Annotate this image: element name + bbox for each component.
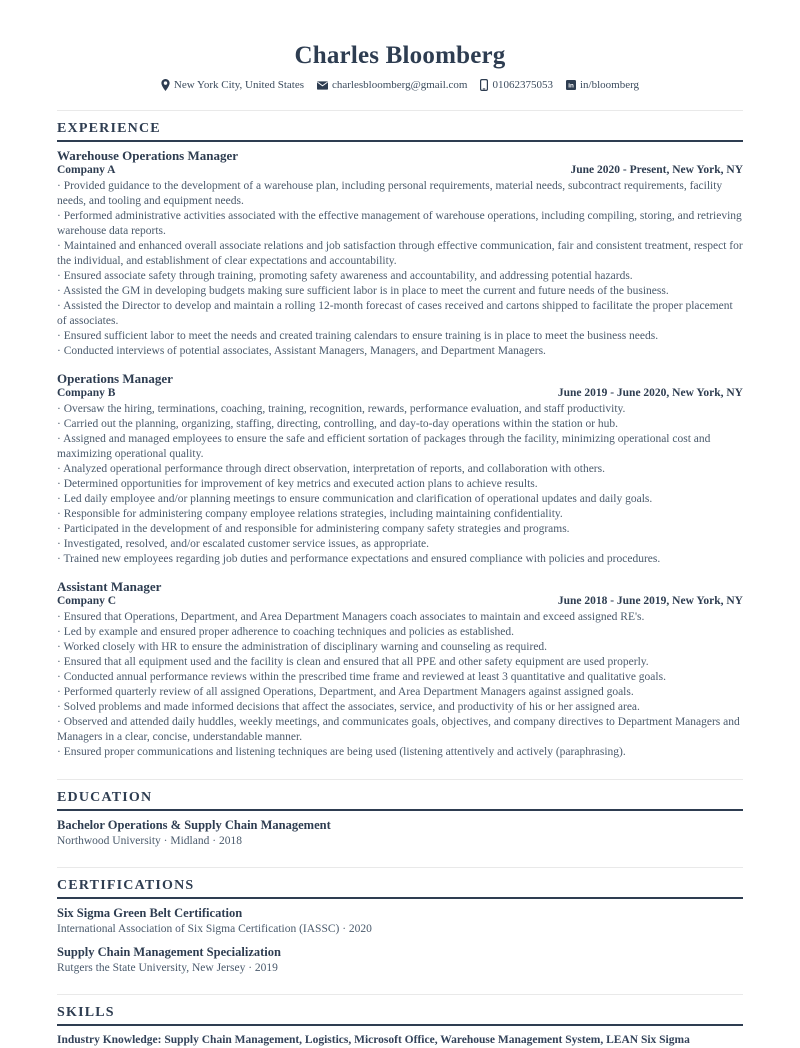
contact-location-text: New York City, United States <box>173 79 304 91</box>
job-bullet: · Performed quarterly review of all assigned Operations, Department, and Area Department Managers against assigned goals. <box>57 686 634 698</box>
certification-entry-title: Supply Chain Management Specialization <box>57 945 281 959</box>
section-title-experience: EXPERIENCE <box>57 120 743 142</box>
job-bullet: · Determined opportunities for improvement of key metrics and executed action plans to achieve results. <box>57 478 538 490</box>
education-entries <box>57 818 743 848</box>
certification-entry-detail: International Association of Six Sigma Certification (IASSC) · 2020 <box>57 923 372 935</box>
job-bullet: · Responsible for administering company employee relations strategies, including maintaining confidentiality. <box>57 508 563 520</box>
section-experience <box>57 120 743 760</box>
education-entry-title: Bachelor Operations & Supply Chain Management <box>57 818 331 832</box>
header-divider <box>57 110 743 111</box>
job-bullet: · Led daily employee and/or planning meetings to ensure communication and clarification of operational updates and daily goals. <box>57 493 653 505</box>
resume-header <box>57 42 743 91</box>
job-meta-row <box>57 164 743 177</box>
job-bullet: · Assisted the Director to develop and maintain a rolling 12-month forecast of cases received and cartons shipped to facilitate the proper placement of associates. <box>57 300 733 327</box>
job-bullets <box>57 610 743 760</box>
job-bullet: · Ensured sufficient labor to meet the needs and created training calendars to ensure training is in place to meet the business needs. <box>57 330 659 342</box>
section-divider-1 <box>57 779 743 780</box>
job-meta-row <box>57 595 743 608</box>
job-bullet: · Investigated, resolved, and/or escalated customer service issues, as appropriate. <box>57 538 430 550</box>
job-bullet: · Ensured proper communications and listening techniques are being used (listening attentively and actively (paraphrasing). <box>57 746 626 758</box>
job-bullet: · Solved problems and made informed decisions that affect the associates, service, and productivity of his or her assigned area. <box>57 701 640 713</box>
certification-entry-title: Six Sigma Green Belt Certification <box>57 906 243 920</box>
job-title: Assistant Manager <box>57 579 162 594</box>
section-title-education: EDUCATION <box>57 789 743 811</box>
job-bullet: · Assigned and managed employees to ensure the safe and efficient sortation of packages through the facility, minimizing operational cost and maximizing operational quality. <box>57 433 711 460</box>
job-company: Company B <box>57 387 116 399</box>
section-title-certifications: CERTIFICATIONS <box>57 877 743 899</box>
section-skills <box>57 1004 743 1048</box>
experience-job <box>57 148 743 359</box>
job-company: Company C <box>57 595 117 607</box>
svg-text:in: in <box>568 82 574 90</box>
certification-entry <box>57 945 743 975</box>
job-date-location: June 2020 - Present, New York, NY <box>570 164 743 176</box>
job-bullet: · Performed administrative activities associated with the effective management of warehouse operations, including compiling, storing, and retrieving warehouse data reports. <box>57 210 742 237</box>
job-bullet: · Ensured associate safety through training, promoting safety awareness and accountability, and addressing potential hazards. <box>57 270 633 282</box>
education-entry-detail: Northwood University · Midland · 2018 <box>57 835 242 847</box>
job-bullet: · Conducted interviews of potential associates, Assistant Managers, Managers, and Department Managers. <box>57 345 546 357</box>
experience-job <box>57 371 743 567</box>
email-icon <box>317 81 328 90</box>
contact-email-text: charlesbloomberg@gmail.com <box>332 79 468 91</box>
job-bullets <box>57 402 743 567</box>
job-bullet: · Provided guidance to the development of a warehouse plan, including personal requirements, material needs, subcontract requirements, facility needs, and tooling and equipment needs. <box>57 180 723 207</box>
job-bullet: · Observed and attended daily huddles, weekly meetings, and communicates goals, objectives, and company directives to Department Managers and Managers in a clear, concise, understandable manner. <box>57 716 740 743</box>
contact-linkedin <box>566 79 639 91</box>
skills-line: Industry Knowledge: Supply Chain Management, Logistics, Microsoft Office, Warehouse Management System, LEAN Six Sigma <box>57 1034 690 1046</box>
certification-entries <box>57 906 743 975</box>
job-bullets <box>57 179 743 359</box>
job-bullet: · Participated in the development of and responsible for administering company safety strategies and programs. <box>57 523 570 535</box>
certification-entry-detail: Rutgers the State University, New Jersey · 2019 <box>57 962 278 974</box>
job-company: Company A <box>57 164 116 176</box>
job-bullet: · Maintained and enhanced overall associate relations and job satisfaction through effective communication, fair and consistent treatment, respect for the individual, and establishment of clear expectations and accountability. <box>57 240 743 267</box>
contact-email <box>317 79 467 91</box>
certification-entry <box>57 906 743 936</box>
job-bullet: · Analyzed operational performance through direct observation, interpretation of reports, and collaboration with others. <box>57 463 605 475</box>
section-title-skills: SKILLS <box>57 1004 743 1026</box>
person-name: Charles Bloomberg <box>294 42 506 69</box>
job-bullet: · Oversaw the hiring, terminations, coaching, training, recognition, rewards, performance evaluation, and staff productivity. <box>57 403 626 415</box>
job-bullet: · Ensured that Operations, Department, and Area Department Managers coach associates to maintain and exceed assigned RE's. <box>57 611 645 623</box>
job-meta-row <box>57 387 743 400</box>
job-bullet: · Conducted annual performance reviews within the prescribed time frame and reviewed at least 3 quantitative and qualitative goals. <box>57 671 666 683</box>
section-certifications <box>57 877 743 975</box>
job-title: Operations Manager <box>57 371 173 386</box>
phone-icon <box>480 79 488 91</box>
contact-row <box>57 79 743 91</box>
job-bullet: · Ensured that all equipment used and the facility is clean and ensured that all PPE and other safety equipment are used properly. <box>57 656 649 668</box>
job-bullet: · Worked closely with HR to ensure the administration of disciplinary warning and counseling as required. <box>57 641 548 653</box>
job-date-location: June 2019 - June 2020, New York, NY <box>557 387 743 399</box>
section-divider-3 <box>57 994 743 995</box>
section-education <box>57 789 743 848</box>
contact-linkedin-text: in/bloomberg <box>579 79 640 91</box>
contact-location <box>161 79 304 91</box>
contact-phone <box>480 79 553 91</box>
education-entry <box>57 818 743 848</box>
job-bullet: · Carried out the planning, organizing, staffing, directing, controlling, and day-to-day operations within the station or hub. <box>57 418 619 430</box>
linkedin-icon <box>566 80 576 90</box>
job-date-location: June 2018 - June 2019, New York, NY <box>557 595 743 607</box>
experience-job <box>57 579 743 760</box>
job-title: Warehouse Operations Manager <box>57 148 239 163</box>
job-bullet: · Led by example and ensured proper adherence to coaching techniques and policies as established. <box>57 626 514 638</box>
job-bullet: · Assisted the GM in developing budgets making sure sufficient labor is in place to meet the current and future needs of the business. <box>57 285 669 297</box>
section-divider-2 <box>57 867 743 868</box>
job-bullet: · Trained new employees regarding job duties and performance expectations and ensured compliance with policies and procedures. <box>57 553 661 565</box>
contact-phone-text: 01062375053 <box>492 79 553 91</box>
location-pin-icon <box>161 79 170 91</box>
experience-jobs <box>57 148 743 760</box>
